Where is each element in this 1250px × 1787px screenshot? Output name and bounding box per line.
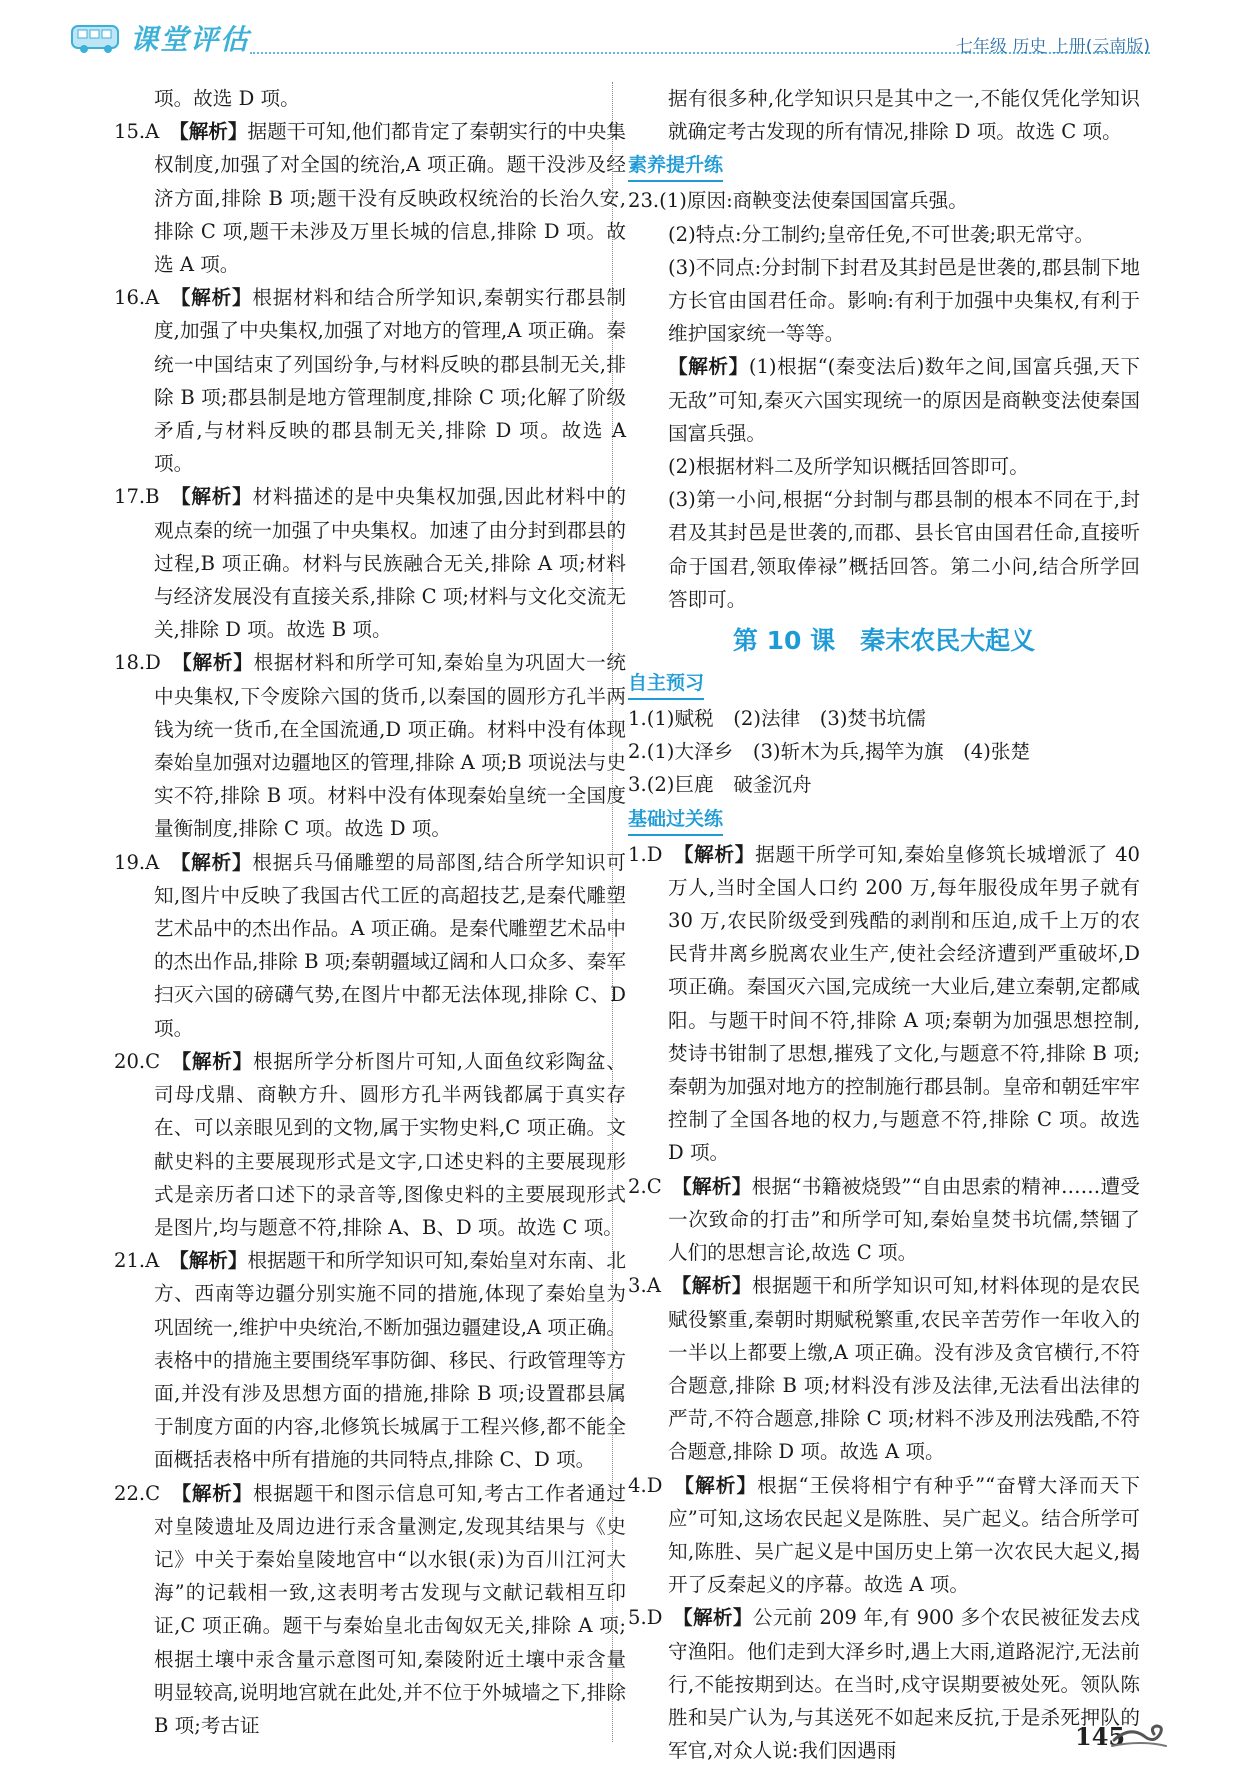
answer-17: 17.B 【解析】材料描述的是中央集权加强,因此材料中的观点秦的统一加强了中央集权。加速了由分封到郡县的过程,B 项正确。材料与民族融合无关,排除 A 项;材料与经济发展没有直接关系,排除 C 项;材料与文化交流无关,排除 D 项。故选 B 项。	[114, 485, 627, 642]
left-column	[114, 82, 626, 1742]
answer-r3: 3.A 【解析】根据题干和所学知识可知,材料体现的是农民赋役繁重,秦朝时期赋税繁重,农民辛苦劳作一年收入的一半以上都要上缴,A 项正确。没有涉及贪官横行,不符合题意,排除 B 项;材料没有涉及法律,无法看出法律的严苛,不符合题意,排除 C 项;材料不涉及刑法残酷,不符合题意,排除 D 项。故选 A 项。	[628, 1274, 1141, 1464]
answer-r1: 1.D 【解析】据题干所学可知,秦始皇修筑长城增派了 40 万人,当时全国人口约 200 万,每年服役成年男子就有 30 万,农民阶级受到残酷的剥削和压迫,成千上万的农民背井离乡脱离农业生产,使社会经济遭到严重破坏,D 项正确。秦国灭六国,完成统一大业后,建立秦朝,定都咸阳。与题干时间不符,排除 A 项;秦朝为加强思想控制,焚诗书钳制了思想,摧残了文化,与题意不符,排除 B 项;秦朝为加强对地方的控制施行郡县制。皇帝和朝廷牢牢控制了全国各地的权力,与题意不符,排除 C 项。故选 D 项。	[628, 842, 1140, 1165]
answer-23: 23.(1)原因:商鞅变法使秦国国富兵强。	[628, 189, 968, 213]
answer-23-explain3: (3)第一小问,根据“分封制与郡县制的根本不同在于,封君及其封邑是世袭的,而郡、县长官由国君任命,直接听命于国君,领取俸禄”概括回答。第二小问,结合所学回答即可。	[668, 488, 1140, 611]
answer-18: 18.D 【解析】根据材料和所学可知,秦始皇为巩固大一统中央集权,下令废除六国的货币,以秦国的圆形方孔半两钱为统一货币,在全国流通,D 项正确。材料中没有体现秦始皇加强对边疆地区的管理,排除 A 项;B 项说法与史实不符,排除 B 项。材料中没有体现秦始皇统一全国度量衡制度,排除 C 项。故选 D 项。	[114, 651, 627, 841]
answer-23-explain2: (2)根据材料二及所学知识概括回答即可。	[668, 455, 1029, 479]
series-logo	[70, 18, 250, 58]
answer-r2: 2.C 【解析】根据“书籍被烧毁”“自由思索的精神……遭受一次致命的打击”和所学可知,秦始皇焚书坑儒,禁锢了人们的思想言论,故选 C 项。	[628, 1174, 1140, 1265]
preview-line-3: 3.(2)巨鹿 破釜沉舟	[628, 773, 812, 797]
book-info: 七年级 历史 上册(云南版)	[955, 37, 1150, 57]
answer-20: 20.C 【解析】根据所学分析图片可知,人面鱼纹彩陶盆、司母戊鼎、商鞅方升、圆形方孔半两钱都属于真实存在、可以亲眼见到的文物,属于实物史料,C 项正确。文献史料的主要展现形式是文字,口述史料的主要展现形式是亲历者口述下的录音等,图像史料的主要展现形式是图片,均与题意不符,排除 A、B、D 项。故选 C 项。	[114, 1049, 626, 1239]
decorative-swirl-icon	[1110, 1716, 1170, 1752]
answer-23-part2: (2)特点:分工制约;皇帝任免,不可世袭;职无常守。	[668, 222, 1095, 246]
preview-line-1: 1.(1)赋税 (2)法律 (3)焚书坑儒	[628, 707, 926, 731]
answer-21: 21.A 【解析】根据题干和所学知识可知,秦始皇对东南、北方、西南等边疆分别实施不同的措施,体现了秦始皇为巩固统一,维护中央统治,不断加强边疆建设,A 项正确。表格中的措施主要围绕军事防御、移民、行政管理等方面,并没有涉及思想方面的措施,排除 B 项;设置郡县属于制度方面的内容,北修筑长城属于工程兴修,都不能全面概括表格中所有措施的共同特点,排除 C、D 项。	[114, 1249, 626, 1472]
answer-r5: 5.D 【解析】公元前 209 年,有 900 多个农民被征发去戍守渔阳。他们走到大泽乡时,遇上大雨,道路泥泞,无法前行,不能按期到达。在当时,戍守误期要被处死。领队陈胜和吴广认为,与其送死不如起来反抗,于是杀死押队的军官,对众人说:我们因遇雨	[628, 1606, 1140, 1763]
answer-15: 15.A 【解析】据题干可知,他们都肯定了秦朝实行的中央集权制度,加强了对全国的统治,A 项正确。题干没涉及经济方面,排除 B 项;题干没有反映政权统治的长治久安,排除 C 项,题干未涉及万里长城的信息,排除 D 项。故选 A 项。	[114, 120, 626, 277]
section-heading-suyang: 素养提升练	[628, 150, 723, 182]
section-heading-basic: 基础过关练	[628, 804, 723, 836]
bus-icon	[70, 20, 122, 56]
preview-line-2: 2.(1)大泽乡 (3)斩木为兵,揭竿为旗 (4)张楚	[628, 740, 1031, 764]
lesson-title: 第 10 课 秦末农民大起义	[732, 626, 1036, 656]
answer-19: 19.A 【解析】根据兵马俑雕塑的局部图,结合所学知识可知,图片中反映了我国古代工匠的高超技艺,是秦代雕塑艺术品中的杰出作品。A 项正确。是秦代雕塑艺术品中的杰出作品,排除 B 项;秦朝疆域辽阔和人口众多、秦军扫灭六国的磅礴气势,在图片中都无法体现,排除 C、D 项。	[114, 850, 627, 1040]
series-title: 课堂评估	[130, 23, 251, 56]
answer-23-explain1: 【解析】(1)根据“(秦变法后)数年之间,国富兵强,天下无敌”可知,秦灭六国实现统一的原因是商鞅变法使秦国国富兵强。	[668, 355, 1140, 445]
answer-22-continuation: 据有很多种,化学知识只是其中之一,不能仅凭化学知识就确定考古发现的所有情况,排除 D 项。故选 C 项。	[668, 87, 1140, 144]
answer-23-part3: (3)不同点:分封制下封君及其封邑是世袭的,郡县制下地方长官由国君任命。影响:有利于加强中央集权,有利于维护国家统一等等。	[668, 255, 1140, 346]
answer-continuation: 项。故选 D 项。	[154, 87, 300, 110]
section-heading-preview: 自主预习	[628, 668, 704, 700]
answer-r4: 4.D 【解析】根据“王侯将相宁有种乎”“奋臂大泽而天下应”可知,这场农民起义是陈胜、吴广起义。结合所学可知,陈胜、吴广起义是中国历史上第一次农民大起义,揭开了反秦起义的序幕。故选 A 项。	[628, 1473, 1140, 1597]
page-header	[0, 0, 1250, 70]
page-number: 145	[1075, 1722, 1126, 1751]
answer-16: 16.A 【解析】根据材料和结合所学知识,秦朝实行郡县制度,加强了中央集权,加强了对地方的管理,A 项正确。秦统一中国结束了列国纷争,与材料反映的郡县制无关,排除 B 项;郡县制是地方管理制度,排除 C 项;化解了阶级矛盾,与材料反映的郡县制无关,排除 D 项。故选 A 项。	[114, 286, 627, 476]
right-column	[628, 82, 1140, 1767]
column-divider	[612, 82, 613, 1742]
answer-22: 22.C 【解析】根据题干和图示信息可知,考古工作者通过对皇陵遗址及周边进行汞含量测定,发现其结果与《史记》中关于秦始皇陵地宫中“以水银(汞)为百川江河大海”的记载相一致,这表明考古发现与文献记载相互印证,C 项正确。题干与秦始皇北击匈奴无关,排除 A 项;根据土壤中汞含量示意图可知,秦陵附近土壤中汞含量明显较高,说明地宫就在此处,并不位于外城墙之下,排除 B 项;考古证	[114, 1481, 626, 1737]
